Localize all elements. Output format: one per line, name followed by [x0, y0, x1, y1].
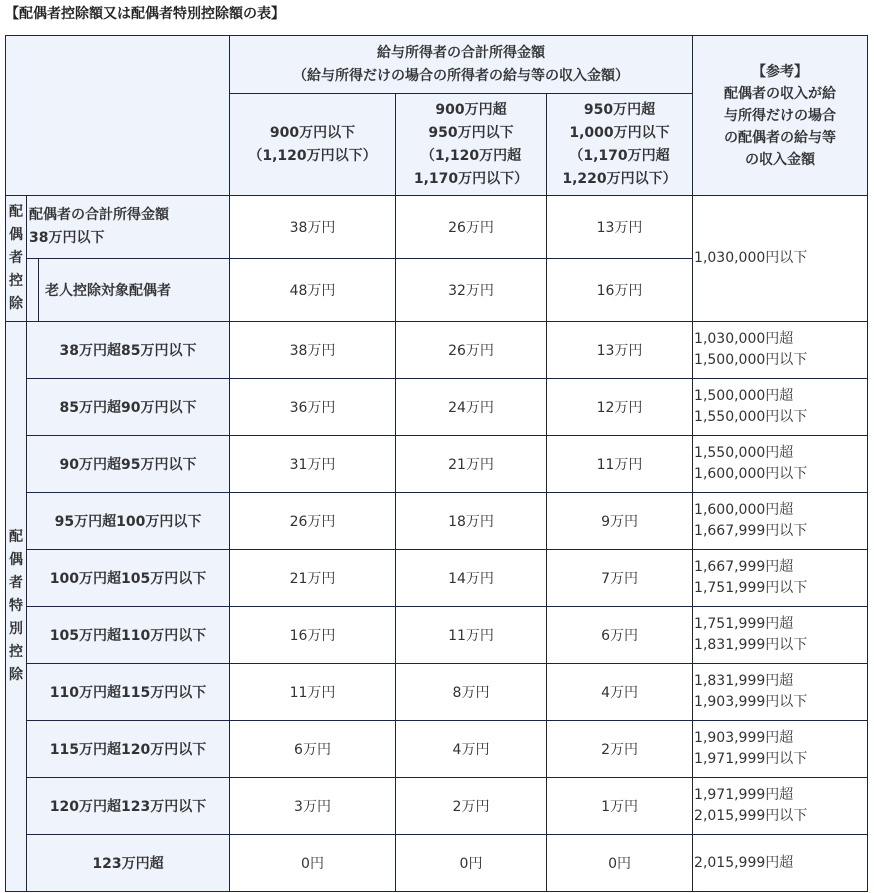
table-cell: 18万円	[396, 493, 547, 550]
table-row	[6, 196, 868, 259]
table-cell: 4万円	[547, 664, 693, 721]
table-cell: 38万円	[230, 196, 396, 259]
table-cell: 1万円	[547, 778, 693, 835]
table-cell: 32万円	[396, 259, 547, 322]
column-header-3: 950万円超 1,000万円以下 （1,170万円超 1,220万円以下）	[547, 94, 693, 196]
table-cell: 26万円	[396, 196, 547, 259]
reference-cell: 1,667,999円超 1,751,999円以下	[693, 550, 868, 607]
table-cell: 24万円	[396, 379, 547, 436]
table-row	[6, 835, 868, 892]
table-row	[6, 664, 868, 721]
table-row	[6, 379, 868, 436]
column-header-2: 900万円超 950万円以下 （1,120万円超 1,170万円以下）	[396, 94, 547, 196]
table-cell: 6万円	[230, 721, 396, 778]
table-row	[6, 778, 868, 835]
reference-cell: 1,500,000円超 1,550,000円以下	[693, 379, 868, 436]
table-cell: 13万円	[547, 196, 693, 259]
reference-cell: 1,600,000円超 1,667,999円以下	[693, 493, 868, 550]
table-cell: 0円	[396, 835, 547, 892]
reference-cell: 1,751,999円超 1,831,999円以下	[693, 607, 868, 664]
table-cell: 21万円	[230, 550, 396, 607]
table-cell: 0円	[547, 835, 693, 892]
reference-cell: 1,030,000円超 1,500,000円以下	[693, 322, 868, 379]
table-row	[6, 721, 868, 778]
header-corner	[6, 36, 230, 196]
reference-cell: 1,831,999円超 1,903,999円以下	[693, 664, 868, 721]
table-cell: 16万円	[547, 259, 693, 322]
table-cell: 31万円	[230, 436, 396, 493]
table-cell: 2万円	[547, 721, 693, 778]
table-cell: 26万円	[230, 493, 396, 550]
column-header-1: 900万円以下 （1,120万円以下）	[230, 94, 396, 196]
table-cell: 38万円	[230, 322, 396, 379]
deduction-table	[5, 35, 868, 892]
row-label: 123万円超	[27, 835, 230, 892]
table-cell: 11万円	[396, 607, 547, 664]
reference-header: 【参考】 配偶者の収入が給 与所得だけの場合 の配偶者の給与等 の収入金額	[693, 36, 868, 196]
table-row	[6, 322, 868, 379]
table-row	[6, 607, 868, 664]
row-label: 配偶者の合計所得金額 38万円以下	[27, 196, 230, 259]
special-deduction-label: 配 偶 者 特 別 控 除	[6, 322, 27, 892]
indent-spacer	[27, 259, 39, 322]
row-label: 老人控除対象配偶者	[39, 259, 230, 322]
table-cell: 14万円	[396, 550, 547, 607]
income-group-header: 給与所得者の合計所得金額 （給与所得だけの場合の所得者の給与等の収入金額）	[230, 36, 693, 94]
row-label: 38万円超85万円以下	[27, 322, 230, 379]
row-label: 95万円超100万円以下	[27, 493, 230, 550]
table-cell: 3万円	[230, 778, 396, 835]
table-row	[6, 550, 868, 607]
table-cell: 36万円	[230, 379, 396, 436]
table-cell: 21万円	[396, 436, 547, 493]
row-label: 85万円超90万円以下	[27, 379, 230, 436]
spouse-deduction-label: 配 偶 者 控 除	[6, 196, 27, 322]
table-cell: 26万円	[396, 322, 547, 379]
table-cell: 48万円	[230, 259, 396, 322]
row-label: 115万円超120万円以下	[27, 721, 230, 778]
table-cell: 13万円	[547, 322, 693, 379]
table-cell: 9万円	[547, 493, 693, 550]
table-cell: 2万円	[396, 778, 547, 835]
table-row	[6, 493, 868, 550]
reference-cell: 1,030,000円以下	[693, 196, 868, 322]
table-cell: 16万円	[230, 607, 396, 664]
table-cell: 11万円	[230, 664, 396, 721]
table-cell: 4万円	[396, 721, 547, 778]
table-caption: 【配偶者控除額又は配偶者特別控除額の表】	[5, 6, 285, 22]
row-label: 90万円超95万円以下	[27, 436, 230, 493]
table-cell: 11万円	[547, 436, 693, 493]
row-label: 120万円超123万円以下	[27, 778, 230, 835]
reference-cell: 1,971,999円超 2,015,999円以下	[693, 778, 868, 835]
reference-cell: 1,903,999円超 1,971,999円以下	[693, 721, 868, 778]
table-cell: 0円	[230, 835, 396, 892]
row-label: 110万円超115万円以下	[27, 664, 230, 721]
table-row	[6, 436, 868, 493]
row-label: 105万円超110万円以下	[27, 607, 230, 664]
row-label: 100万円超105万円以下	[27, 550, 230, 607]
table-cell: 7万円	[547, 550, 693, 607]
table-cell: 8万円	[396, 664, 547, 721]
reference-cell: 1,550,000円超 1,600,000円以下	[693, 436, 868, 493]
table-cell: 6万円	[547, 607, 693, 664]
reference-cell: 2,015,999円超	[693, 835, 868, 892]
table-cell: 12万円	[547, 379, 693, 436]
